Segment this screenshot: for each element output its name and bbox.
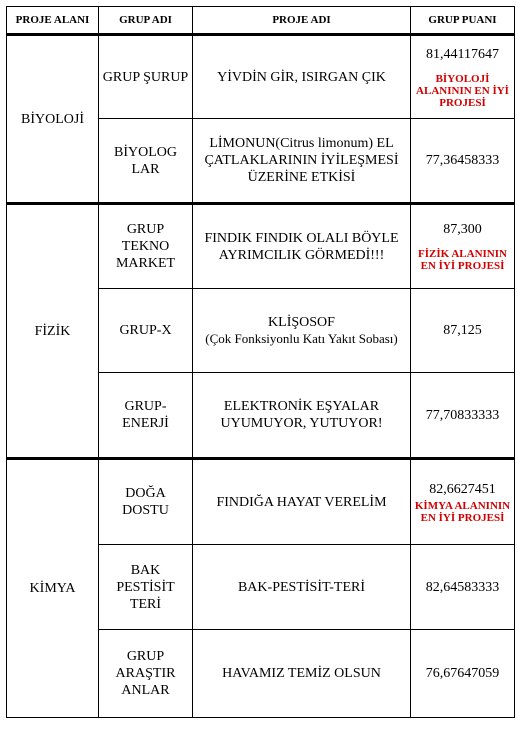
score-cell	[411, 35, 515, 119]
header-grup-puani: GRUP PUANI	[411, 7, 515, 35]
field-fizik: FİZİK	[7, 204, 99, 459]
score-value: 76,67647059	[411, 630, 515, 718]
score-value: 87,125	[411, 289, 515, 373]
field-biyoloji: BİYOLOJİ	[7, 35, 99, 204]
table-row	[7, 204, 515, 289]
project-name	[193, 289, 411, 373]
project-name: YİVDİN GİR, ISIRGAN ÇIK	[193, 35, 411, 119]
group-name: GRUP ŞURUP	[99, 35, 193, 119]
project-name: LİMONUN(Citrus limonum) EL ÇATLAKLARININ İYİLEŞMESİ ÜZERİNE ETKİSİ	[193, 119, 411, 204]
best-project-badge: FİZİK ALANININ EN İYİ PROJESİ	[418, 248, 507, 272]
project-name: BAK-PESTİSİT-TERİ	[193, 545, 411, 630]
score-value: 82,64583333	[411, 545, 515, 630]
group-name: BAK PESTİSİT TERİ	[99, 545, 193, 630]
best-project-badge: BİYOLOJİ ALANININ EN İYİ PROJESİ	[416, 72, 509, 109]
project-name: FINDIK FINDIK OLALI BÖYLE AYRIMCILIK GÖRMEDİ!!!	[193, 204, 411, 289]
table-row	[7, 35, 515, 119]
score-cell	[411, 459, 515, 545]
score-value: 82,6627451	[429, 481, 496, 497]
header-proje-adi: PROJE ADI	[193, 7, 411, 35]
table-row	[7, 459, 515, 545]
score-value: 77,36458333	[411, 119, 515, 204]
group-name: GRUP TEKNO MARKET	[99, 204, 193, 289]
best-project-badge: KİMYA ALANININ EN İYİ PROJESİ	[414, 499, 511, 524]
project-title: KLİŞOSOF	[268, 315, 335, 330]
score-value: 87,300	[443, 222, 482, 237]
project-name: HAVAMIZ TEMİZ OLSUN	[193, 630, 411, 718]
score-value: 81,44117647	[426, 46, 499, 62]
group-name: GRUP-X	[99, 289, 193, 373]
group-name: GRUP-ENERJİ	[99, 373, 193, 459]
field-kimya: KİMYA	[7, 459, 99, 718]
project-name: FINDIĞA HAYAT VERELİM	[193, 459, 411, 545]
header-grup-adi: GRUP ADI	[99, 7, 193, 35]
header-row	[7, 7, 515, 35]
project-name: ELEKTRONİK EŞYALAR UYUMUYOR, YUTUYOR!	[193, 373, 411, 459]
results-table	[6, 6, 515, 718]
header-proje-alani: PROJE ALANI	[7, 7, 99, 35]
group-name: GRUP ARAŞTIR ANLAR	[99, 630, 193, 718]
score-value: 77,70833333	[411, 373, 515, 459]
group-name: BİYOLOG LAR	[99, 119, 193, 204]
score-cell	[411, 204, 515, 289]
project-subtitle: (Çok Fonksiyonlu Katı Yakıt Sobası)	[205, 331, 398, 346]
group-name: DOĞA DOSTU	[99, 459, 193, 545]
